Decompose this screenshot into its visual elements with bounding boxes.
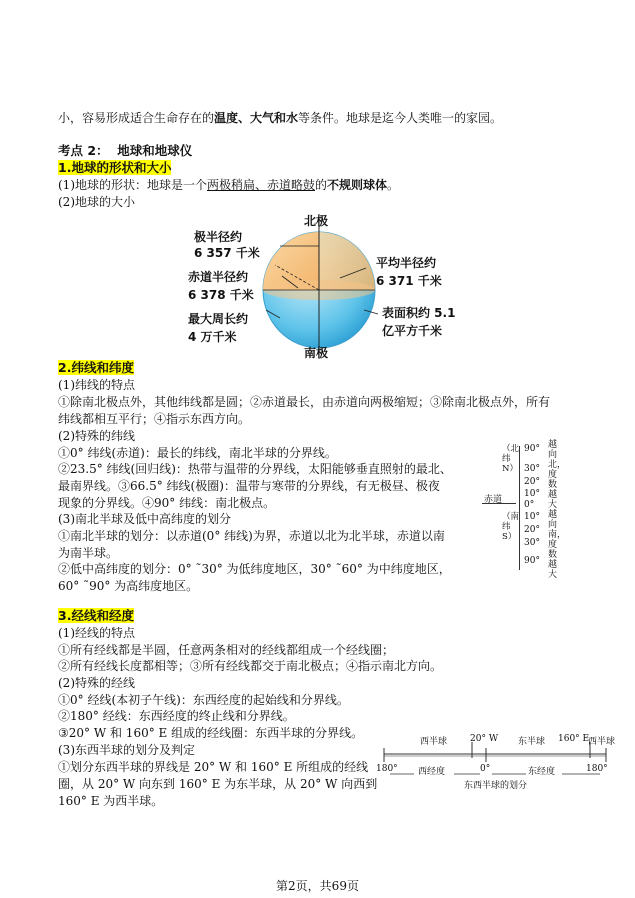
intro-line: 小，容易形成适合生命存在的温度、大气和水等条件。地球是迄今人类唯一的家园。 xyxy=(58,111,503,125)
equator-label: 赤道 xyxy=(484,495,503,505)
south-degree-note: 越向南，度数越大 xyxy=(548,510,567,580)
s3-line: ③20° W 和 160° E 组成的经线圈：东西半球的分界线。 xyxy=(58,726,364,740)
left-180-label: 180° xyxy=(376,764,398,774)
circumference-label: 最大周长约 xyxy=(188,312,249,326)
section2-heading: 2.纬线和纬度 xyxy=(58,360,134,375)
s2-line: 纬线都相互平行；④指示东西方向。 xyxy=(58,412,251,426)
page-footer: 第2页，共69页 xyxy=(276,879,359,893)
size-line: (2)地球的大小 xyxy=(58,195,135,209)
section1-heading: 1.地球的形状和大小 xyxy=(58,160,172,175)
s3-line: ②180° 经线：东西经度的终止线和分界线。 xyxy=(58,709,295,723)
latitude-scale-figure xyxy=(482,440,568,582)
s2-line: (2)特殊的纬线 xyxy=(58,429,135,443)
s2-line: 为南半球。 xyxy=(58,546,119,560)
s3-line: ①所有经线都是半圆，任意两条相对的经线都组成一个经线圈； xyxy=(58,643,395,657)
s3-line: (1)经线的特点 xyxy=(58,626,135,640)
north-latitude-label: （北纬N） xyxy=(502,444,520,474)
s2-line: ②23.5° 纬线(回归线)：热带与温带的分界线，太阳能够垂直照射的最北、 xyxy=(58,462,452,476)
lat-tick-label: 10° xyxy=(524,512,540,522)
south-pole-label: 南极 xyxy=(304,346,329,360)
mean-radius-label: 平均半径约 xyxy=(376,256,437,270)
s2-line: 最南界线。③66.5° 纬线(极圈)：温带与寒带的分界线，有无极昼、极夜 xyxy=(58,479,440,493)
s3-line: (3)东西半球的划分及判定 xyxy=(58,743,195,757)
shape-line: (1)地球的形状：地球是一个两极稍扁、赤道略鼓的不规则球体。 xyxy=(58,178,400,192)
s3-line: ②所有经线长度都相等；③所有经线都交于南北极点；④指示南北方向。 xyxy=(58,659,443,673)
north-pole-label: 北极 xyxy=(304,214,329,228)
surface-area-value: 亿平方千米 xyxy=(382,324,443,338)
mean-radius-value: 6 371 千米 xyxy=(376,274,442,288)
polar-radius-value: 6 357 千米 xyxy=(194,246,260,260)
lat-tick-label: 30° xyxy=(524,464,540,474)
s2-line: ②低中高纬度的划分：0° ˜30° 为低纬度地区，30° ˜60° 为中纬度地区， xyxy=(58,562,451,576)
north-degree-note: 越向北，度数越大 xyxy=(548,440,567,510)
section3-heading: 3.经线和经度 xyxy=(58,608,134,623)
lat-tick-label: 30° xyxy=(524,538,540,548)
south-latitude-label: （南纬S） xyxy=(502,512,520,542)
lat-tick-label: 20° xyxy=(524,477,540,487)
surface-area-label: 表面积约 5.1 xyxy=(382,306,456,320)
equatorial-radius-value: 6 378 千米 xyxy=(188,288,254,302)
s2-line: (1)纬线的特点 xyxy=(58,378,135,392)
intro-bold: 温度、大气和水 xyxy=(214,111,299,125)
s3-line: 圈，从 20° W 向东到 160° E 为东半球，从 20° W 向西到 xyxy=(58,777,378,791)
globe-figure xyxy=(180,210,460,360)
topic-heading: 考点 2： 地球和地球仪 xyxy=(58,143,193,158)
s3-line: ①划分东西半球的界线是 20° W 和 160° E 所组成的经线 xyxy=(58,760,369,774)
lat-tick-label: 10° xyxy=(524,489,540,499)
west-longitude-label: 西经度 xyxy=(418,767,446,777)
right-180-label: 180° xyxy=(586,764,608,774)
s2-line: ①0° 纬线(赤道)：最长的纬线，南北半球的分界线。 xyxy=(58,446,337,460)
s2-line: ①除南北极点外，其他纬线都是圆；②赤道最长，由赤道向两极缩短；③除南北极点外，所有 xyxy=(58,395,551,409)
east-hemisphere-label: 东半球 xyxy=(518,737,546,747)
east-longitude-label: 东经度 xyxy=(528,767,556,777)
s2-line: 现象的分界线。④90° 纬线：南北极点。 xyxy=(58,496,276,510)
e160-label: 160° E xyxy=(558,734,590,744)
polar-radius-label: 极半径约 xyxy=(194,230,243,244)
lat-tick-label: 0° xyxy=(524,500,535,510)
s3-line: ①0° 经线(本初子午线)：东西经度的起始线和分界线。 xyxy=(58,693,349,707)
west-hemisphere-label: 西半球 xyxy=(420,737,448,747)
west-hemisphere-label-2: 西半球 xyxy=(588,737,616,747)
lat-tick-label: 90° xyxy=(524,556,540,566)
hemisphere-caption: 东西半球的划分 xyxy=(464,781,528,791)
s2-line: (3)南北半球及低中高纬度的划分 xyxy=(58,512,231,526)
hemisphere-diagram xyxy=(376,734,616,791)
s2-line: ①南北半球的划分：以赤道(0° 纬线)为界，赤道以北为北半球，赤道以南 xyxy=(58,529,445,543)
s2-line: 60° ˜90° 为高纬度地区。 xyxy=(58,579,199,593)
equatorial-radius-label: 赤道半径约 xyxy=(188,270,249,284)
s3-line: 160° E 为西半球。 xyxy=(58,794,164,808)
circumference-value: 4 万千米 xyxy=(188,330,237,344)
lat-tick-label: 90° xyxy=(524,444,540,454)
w20-label: 20° W xyxy=(470,734,499,744)
zero-longitude-label: 0° xyxy=(480,764,491,774)
lat-tick-label: 20° xyxy=(524,525,540,535)
s3-line: (2)特殊的经线 xyxy=(58,676,135,690)
